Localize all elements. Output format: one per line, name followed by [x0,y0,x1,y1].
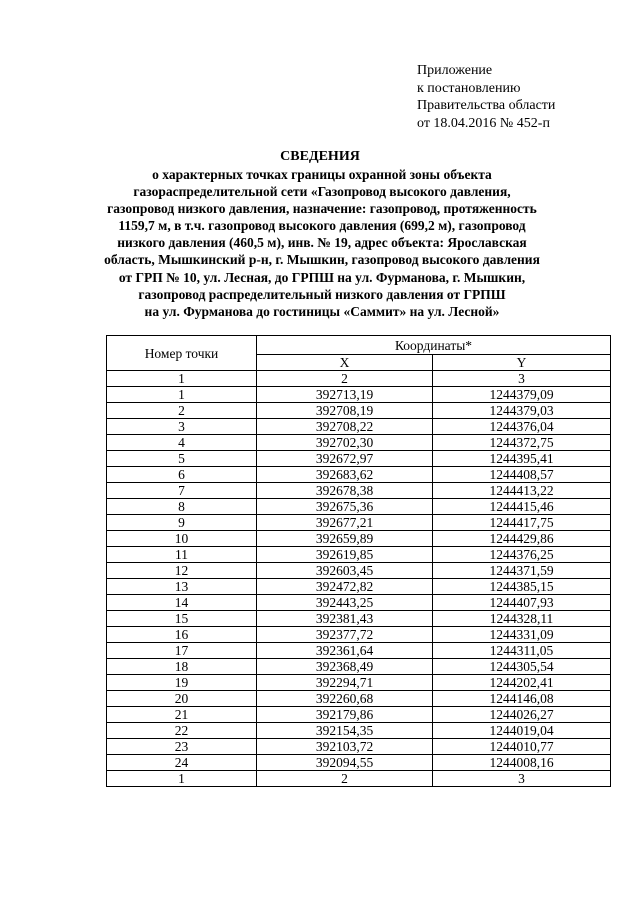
appendix-line: Приложение [417,63,493,78]
subtitle-line: газопровод распределительный низкого давления от ГРПШ [138,286,506,302]
subtitle-line: область, Мышкинский р-н, г. Мышкин, газопровод высокого давления [104,252,540,268]
y-coordinate-cell: 1244385,15 [433,579,611,595]
x-coordinate-cell: 392094,55 [257,755,433,771]
point-number-cell: 4 [107,435,257,451]
x-coordinate-cell: 392683,62 [257,467,433,483]
footer-numbering-row [107,771,611,787]
x-coordinate-cell: 392702,30 [257,435,433,451]
subtitle-line: 1159,7 м, в т.ч. газопровод высокого давления (699,2 м), газопровод [118,218,526,234]
y-coordinate-cell: 1244372,75 [433,435,611,451]
y-coordinate-cell: 1244376,25 [433,547,611,563]
table-row [107,387,611,403]
appendix-line: от 18.04.2016 № 452-п [417,115,550,131]
subtitle-line: о характерных точках границы охранной зоны объекта [152,167,492,182]
header-point-number: Номер точки [107,336,257,371]
document-title: СВЕДЕНИЯ [280,149,360,164]
x-coordinate-cell: 392294,71 [257,675,433,691]
numbering-cell: 1 [107,371,257,387]
y-coordinate-cell: 1244379,03 [433,403,611,419]
table-row [107,531,611,547]
point-number-cell: 8 [107,499,257,515]
y-coordinate-cell: 1244202,41 [433,675,611,691]
point-number-cell: 16 [107,627,257,643]
y-coordinate-cell: 1244328,11 [433,611,611,627]
header-x: X [257,355,433,371]
y-coordinate-cell: 1244376,04 [433,419,611,435]
point-number-cell: 9 [107,515,257,531]
x-coordinate-cell: 392659,89 [257,531,433,547]
point-number-cell: 19 [107,675,257,691]
numbering-cell: 2 [257,771,433,787]
point-number-cell: 7 [107,483,257,499]
coordinates-body [107,387,611,771]
y-coordinate-cell: 1244008,16 [433,755,611,771]
point-number-cell: 23 [107,739,257,755]
table-row [107,675,611,691]
numbering-cell: 3 [433,771,611,787]
table-row [107,723,611,739]
table-row [107,611,611,627]
point-number-cell: 3 [107,419,257,435]
x-coordinate-cell: 392603,45 [257,563,433,579]
table-row [107,403,611,419]
x-coordinate-cell: 392619,85 [257,547,433,563]
table-row [107,579,611,595]
table-row [107,419,611,435]
x-coordinate-cell: 392675,36 [257,499,433,515]
x-coordinate-cell: 392154,35 [257,723,433,739]
y-coordinate-cell: 1244379,09 [433,387,611,403]
point-number-cell: 24 [107,755,257,771]
point-number-cell: 6 [107,467,257,483]
y-coordinate-cell: 1244331,09 [433,627,611,643]
y-coordinate-cell: 1244415,46 [433,499,611,515]
point-number-cell: 13 [107,579,257,595]
numbering-row [107,371,611,387]
appendix-line: к постановлению [417,80,521,96]
y-coordinate-cell: 1244417,75 [433,515,611,531]
x-coordinate-cell: 392678,38 [257,483,433,499]
x-coordinate-cell: 392361,64 [257,643,433,659]
point-number-cell: 22 [107,723,257,739]
x-coordinate-cell: 392103,72 [257,739,433,755]
table-row [107,739,611,755]
x-coordinate-cell: 392472,82 [257,579,433,595]
x-coordinate-cell: 392672,97 [257,451,433,467]
point-number-cell: 12 [107,563,257,579]
y-coordinate-cell: 1244026,27 [433,707,611,723]
table-row [107,483,611,499]
point-number-cell: 2 [107,403,257,419]
point-number-cell: 20 [107,691,257,707]
subtitle-line: газопровод низкого давления, назначение: газопровод, протяженность [107,201,537,217]
table-row [107,595,611,611]
y-coordinate-cell: 1244311,05 [433,643,611,659]
point-number-cell: 21 [107,707,257,723]
table-row [107,467,611,483]
y-coordinate-cell: 1244371,59 [433,563,611,579]
point-number-cell: 10 [107,531,257,547]
table-row [107,563,611,579]
appendix-line: Правительства области [417,98,556,113]
y-coordinate-cell: 1244407,93 [433,595,611,611]
x-coordinate-cell: 392377,72 [257,627,433,643]
x-coordinate-cell: 392708,22 [257,419,433,435]
subtitle-line: на ул. Фурманова до гостиницы «Саммит» на ул. Лесной» [144,303,500,319]
subtitle-line: низкого давления (460,5 м), инв. № 19, адрес объекта: Ярославская [117,235,527,251]
table-row [107,691,611,707]
y-coordinate-cell: 1244429,86 [433,531,611,547]
x-coordinate-cell: 392443,25 [257,595,433,611]
header-coordinates: Координаты* [257,336,611,355]
y-coordinate-cell: 1244010,77 [433,739,611,755]
subtitle-line: от ГРП № 10, ул. Лесная, до ГРПШ на ул. Фурманова, г. Мышкин, [118,269,526,285]
x-coordinate-cell: 392713,19 [257,387,433,403]
point-number-cell: 14 [107,595,257,611]
x-coordinate-cell: 392708,19 [257,403,433,419]
table-row [107,451,611,467]
y-coordinate-cell: 1244146,08 [433,691,611,707]
numbering-cell: 3 [433,371,611,387]
numbering-cell: 1 [107,771,257,787]
x-coordinate-cell: 392677,21 [257,515,433,531]
table-row [107,547,611,563]
point-number-cell: 17 [107,643,257,659]
point-number-cell: 15 [107,611,257,627]
point-number-cell: 11 [107,547,257,563]
coordinates-table [106,335,611,787]
y-coordinate-cell: 1244413,22 [433,483,611,499]
x-coordinate-cell: 392368,49 [257,659,433,675]
y-coordinate-cell: 1244019,04 [433,723,611,739]
x-coordinate-cell: 392260,68 [257,691,433,707]
numbering-cell: 2 [257,371,433,387]
point-number-cell: 18 [107,659,257,675]
point-number-cell: 1 [107,387,257,403]
table-row [107,515,611,531]
table-row [107,707,611,723]
table-row [107,499,611,515]
y-coordinate-cell: 1244395,41 [433,451,611,467]
point-number-cell: 5 [107,451,257,467]
table-row [107,659,611,675]
subtitle-line: газораспределительной сети «Газопровод высокого давления, [133,184,511,200]
table-row [107,627,611,643]
document-subtitle [92,166,552,320]
table-row [107,435,611,451]
appendix-block [417,62,555,132]
table-row [107,643,611,659]
table-row [107,755,611,771]
x-coordinate-cell: 392179,86 [257,707,433,723]
y-coordinate-cell: 1244408,57 [433,467,611,483]
y-coordinate-cell: 1244305,54 [433,659,611,675]
header-y: Y [433,355,611,371]
x-coordinate-cell: 392381,43 [257,611,433,627]
